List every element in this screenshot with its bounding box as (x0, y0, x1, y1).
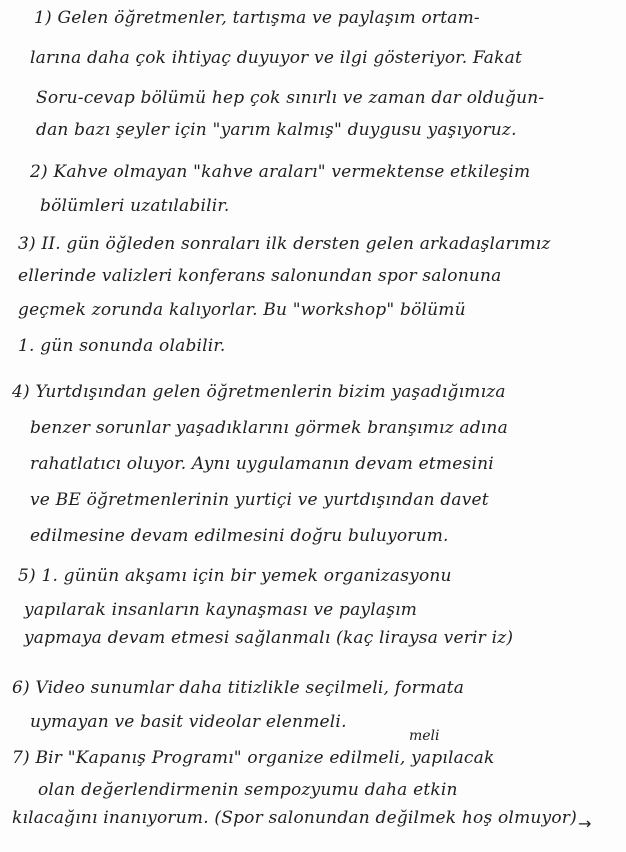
text-line: rahatlatıcı oluyor. Aynı uygulamanın devam etmesini (30, 454, 494, 474)
text-line: yapmaya devam etmesi sağlanmalı (kaç liraysa verir iz) (24, 628, 514, 648)
text-line: 2) Kahve olmayan "kahve araları" vermektense etkileşim (30, 162, 531, 182)
text-line: Soru-cevap bölümü hep çok sınırlı ve zaman dar olduğun- (36, 88, 545, 108)
text-line: 6) Video sunumlar daha titizlikle seçilmeli, formata (12, 678, 465, 698)
text-line: edilmesine devam edilmesini doğru buluyorum. (30, 526, 449, 546)
text-line: ellerinde valizleri konferans salonundan spor salonuna (18, 266, 502, 286)
text-line: kılacağını inanıyorum. (Spor salonundan değilmek hoş olmuyor) (12, 808, 577, 828)
text-line: 7) Bir "Kapanış Programı" organize edilmeli, yapılacak (12, 748, 495, 768)
text-line: yapılarak insanların kaynaşması ve paylaşım (24, 600, 418, 620)
inserted-word: meli (409, 728, 440, 744)
text-line: 4) Yurtdışından gelen öğretmenlerin bizim yaşadığımıza (12, 382, 506, 402)
text-line: olan değerlendirmenin sempozyumu daha etkin (38, 780, 458, 800)
arrow-icon: → (578, 814, 592, 833)
text-line: 1) Gelen öğretmenler, tartışma ve paylaşım ortam- (34, 8, 480, 28)
text-line: 3) II. gün öğleden sonraları ilk dersten gelen arkadaşlarımız (18, 234, 551, 254)
text-line: ve BE öğretmenlerinin yurtiçi ve yurtdışından davet (30, 490, 489, 510)
text-line: 5) 1. günün akşamı için bir yemek organizasyonu (18, 566, 452, 586)
text-line: larına daha çok ihtiyaç duyuyor ve ilgi gösteriyor. Fakat (30, 48, 522, 68)
text-line: 1. gün sonunda olabilir. (18, 336, 226, 356)
text-line: dan bazı şeyler için "yarım kalmış" duygusu yaşıyoruz. (36, 120, 517, 140)
text-line: benzer sorunlar yaşadıklarını görmek branşımız adına (30, 418, 508, 438)
text-line: geçmek zorunda kalıyorlar. Bu "workshop" bölümü (18, 300, 466, 320)
text-line: uymayan ve basit videolar elenmeli. (30, 712, 347, 732)
text-line: bölümleri uzatılabilir. (40, 196, 230, 216)
